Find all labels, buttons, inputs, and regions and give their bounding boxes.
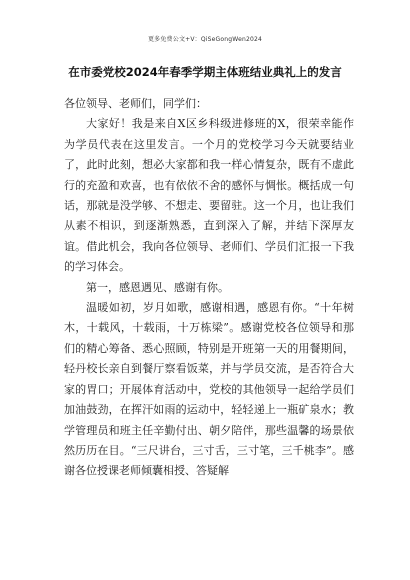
salutation: 各位领导、老师们，同学们： (64, 97, 207, 110)
section-heading-first: 第一，感恩遇见、感谢有你。 (86, 280, 229, 294)
header-note: 更多免费公文+V：QiSeGongWen2024 (147, 36, 263, 43)
document-title: 在市委党校2024年春季学期主体班结业典礼上的发言 (68, 65, 342, 79)
paragraph-intro: 大家好！我是来自X区乡科级进修班的X，很荣幸能作为学员代表在这里发言。一个月的党校学习今天就要结业了，此时此刻，想必大家都和我一样心情复杂，既有不虚此行的充盈和欢喜，也有依依不舍的感怀与惆怅。概括成一句话，那就是没学够、不想走、要留驻。这一个月，也让我们从素不相识，到逐渐熟悉，直到深入了解，并结下深厚友谊。借此机会，我向各位领导、老师们、学员们汇报一下我的学习体会。 (64, 117, 354, 274)
paragraph-gratitude: 温暖如初，岁月如歌，感谢相遇，感恩有你。“十年树木，十载风，十载雨，十万栋梁”。感谢党校各位领导和那们的精心筹备、悉心照顾，特别是开班第一天的用餐期间，轻丹校长亲自到餐厅察看饭菜，并与学员交流，是否符合大家的胃口；开展体育活动中，党校的其他领导一起给学员们加油鼓劲，在挥汗如雨的运动中，轻轻递上一瓶矿泉水；教学管理员和班主任辛勤付出、朝夕陪伴，那些温馨的场景依然历历在目。“三尺讲台，三寸舌，三寸笔，三千桃李”。感谢各位授课老师倾囊相授、答疑解 (64, 301, 354, 478)
document-body (64, 94, 354, 482)
